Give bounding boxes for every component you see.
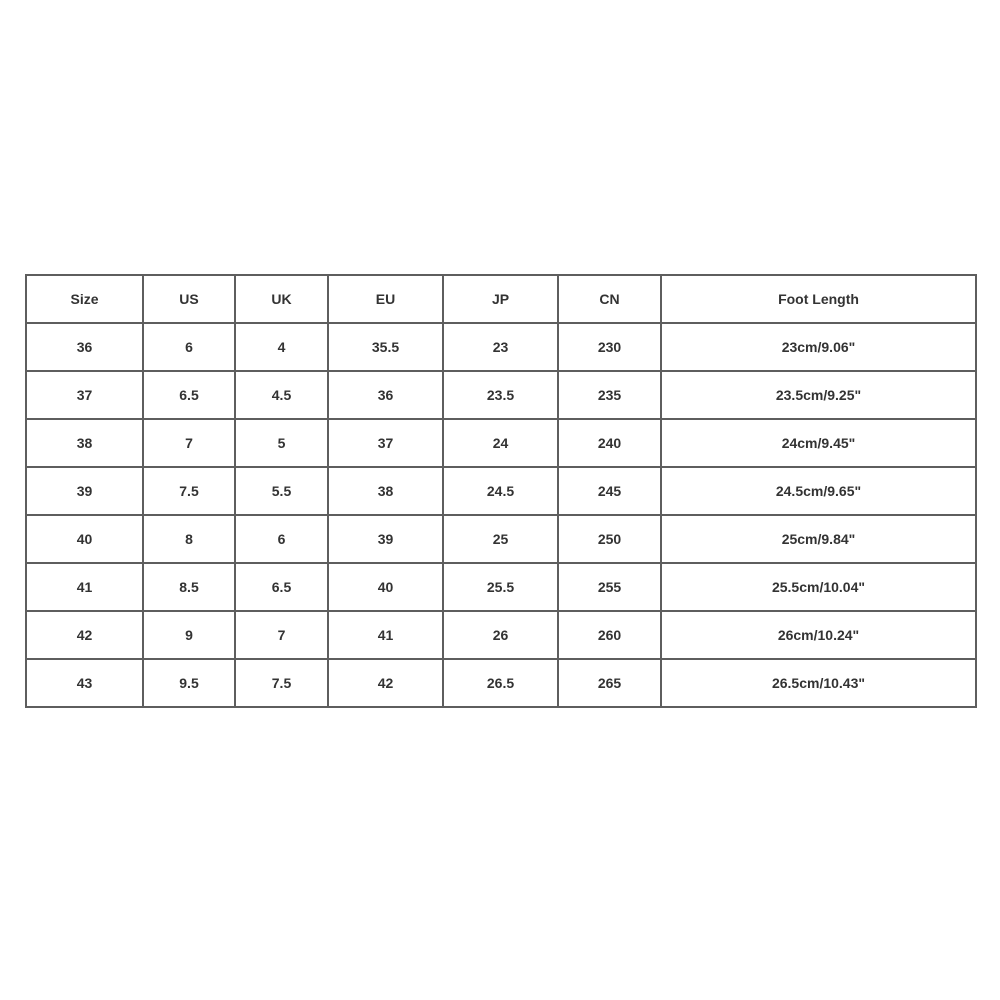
table-row <box>26 467 976 515</box>
cell-size: 42 <box>26 611 143 659</box>
cell-size: 40 <box>26 515 143 563</box>
cell-eu: 37 <box>328 419 443 467</box>
cell-cn: 265 <box>558 659 661 707</box>
cell-size: 39 <box>26 467 143 515</box>
cell-jp: 26.5 <box>443 659 558 707</box>
cell-foot-length: 23.5cm/9.25" <box>661 371 976 419</box>
cell-eu: 38 <box>328 467 443 515</box>
cell-size: 37 <box>26 371 143 419</box>
cell-jp: 23 <box>443 323 558 371</box>
cell-uk: 7.5 <box>235 659 328 707</box>
table-row <box>26 419 976 467</box>
cell-size: 38 <box>26 419 143 467</box>
cell-us: 6 <box>143 323 235 371</box>
cell-us: 8.5 <box>143 563 235 611</box>
cell-cn: 245 <box>558 467 661 515</box>
cell-jp: 24 <box>443 419 558 467</box>
cell-eu: 36 <box>328 371 443 419</box>
cell-uk: 7 <box>235 611 328 659</box>
cell-cn: 240 <box>558 419 661 467</box>
cell-uk: 5 <box>235 419 328 467</box>
cell-jp: 25.5 <box>443 563 558 611</box>
cell-uk: 4.5 <box>235 371 328 419</box>
cell-uk: 6.5 <box>235 563 328 611</box>
cell-us: 7 <box>143 419 235 467</box>
table-header-row <box>26 275 976 323</box>
header-cell-uk: UK <box>235 275 328 323</box>
cell-us: 8 <box>143 515 235 563</box>
header-cell-us: US <box>143 275 235 323</box>
cell-eu: 35.5 <box>328 323 443 371</box>
header-cell-foot-length: Foot Length <box>661 275 976 323</box>
table-row <box>26 563 976 611</box>
cell-eu: 40 <box>328 563 443 611</box>
cell-jp: 24.5 <box>443 467 558 515</box>
cell-foot-length: 23cm/9.06" <box>661 323 976 371</box>
table-row <box>26 371 976 419</box>
cell-jp: 26 <box>443 611 558 659</box>
cell-cn: 235 <box>558 371 661 419</box>
cell-eu: 39 <box>328 515 443 563</box>
cell-foot-length: 24.5cm/9.65" <box>661 467 976 515</box>
cell-foot-length: 25cm/9.84" <box>661 515 976 563</box>
cell-us: 7.5 <box>143 467 235 515</box>
cell-foot-length: 26.5cm/10.43" <box>661 659 976 707</box>
cell-eu: 41 <box>328 611 443 659</box>
cell-us: 9.5 <box>143 659 235 707</box>
cell-cn: 260 <box>558 611 661 659</box>
header-cell-size: Size <box>26 275 143 323</box>
cell-size: 43 <box>26 659 143 707</box>
header-cell-jp: JP <box>443 275 558 323</box>
size-chart-table <box>25 274 977 708</box>
cell-uk: 5.5 <box>235 467 328 515</box>
table-row <box>26 323 976 371</box>
header-cell-eu: EU <box>328 275 443 323</box>
cell-jp: 25 <box>443 515 558 563</box>
header-cell-cn: CN <box>558 275 661 323</box>
cell-size: 41 <box>26 563 143 611</box>
cell-cn: 230 <box>558 323 661 371</box>
cell-cn: 255 <box>558 563 661 611</box>
cell-foot-length: 24cm/9.45" <box>661 419 976 467</box>
cell-uk: 4 <box>235 323 328 371</box>
cell-cn: 250 <box>558 515 661 563</box>
table-row <box>26 659 976 707</box>
cell-jp: 23.5 <box>443 371 558 419</box>
cell-size: 36 <box>26 323 143 371</box>
cell-foot-length: 25.5cm/10.04" <box>661 563 976 611</box>
cell-us: 9 <box>143 611 235 659</box>
table-row <box>26 611 976 659</box>
cell-eu: 42 <box>328 659 443 707</box>
cell-foot-length: 26cm/10.24" <box>661 611 976 659</box>
table-row <box>26 515 976 563</box>
cell-uk: 6 <box>235 515 328 563</box>
cell-us: 6.5 <box>143 371 235 419</box>
